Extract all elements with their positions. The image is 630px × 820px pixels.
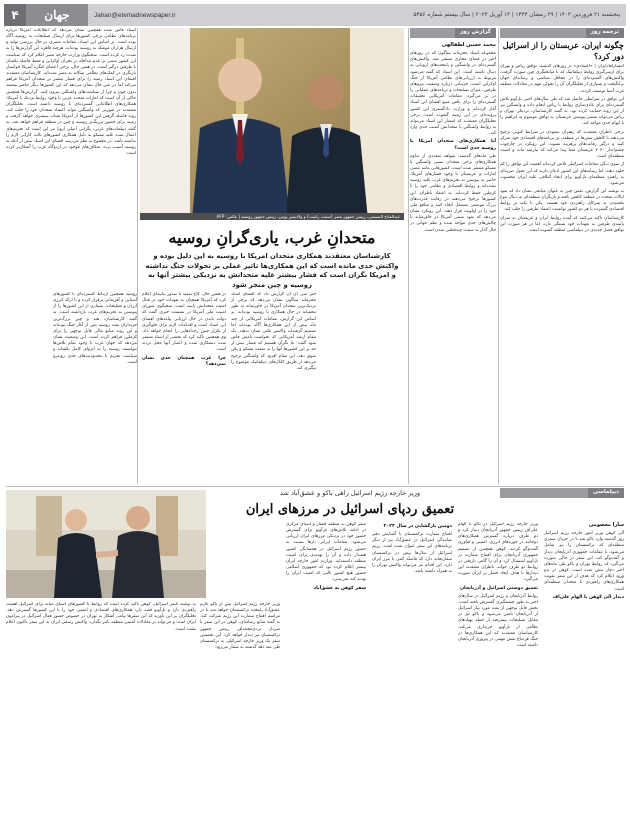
second-story-column-2 [458,522,538,814]
second-story-column-3 [372,522,452,814]
report-column-body [410,42,496,482]
main-lead: کارشناسان معتقدند همکاری متحدان امریکا با روسیه به این دلیل بوده و واکنش جدی مانده است که این همکاری‌ها تاثیر عملی بر تحولات جنگ نداشته و امریکا نگران است که فشار بیشتر علیه متحدانش به نزدیکی بیشتر آنها به روسیه و چین منجر شود [145,252,399,289]
right-column-tag: ترجمه روز [586,28,624,38]
section-divider [6,486,624,487]
putin-sisi-photo [140,28,404,220]
column-divider [408,28,409,484]
column-divider [137,28,138,484]
second-story-column-4 [286,522,366,814]
right-paragraph: برخی ناظران معتقدند که رهبران سعودی در شرایط کنونی ترجیح می‌دهند با کاهش تنش‌ها در منطقه، بر برنامه‌های اقتصادی خود تمرکز کنند و درگیر رقابت‌های پرهزینه نشوند. این رویکرد در چارچوب چشم‌انداز ۲۰۳۰ عربستان معنا پیدا می‌کند که نیازمند ثبات و امنیت منطقه‌ای است. [500,129,624,160]
report-column-tag-bar [410,28,496,38]
second-story-column-1 [544,522,624,814]
main-photo-caption: عبدالفتاح السیسی، رییس جمهور مصر (سمت راست) و ولادیمیر پوتین، رییس جمهور روسیه | عکس: AFP [140,213,404,220]
second-paragraph: الی کوهن وزیر امور خارجه رژیم اسرائیل روز گذشته وارد باکو شد تا در جریان سفری منطقه‌ای که ترکمنستان را نیز شامل می‌شود، با مقامات جمهوری آذربایجان دیدار و گفت‌وگو کند. این سفر در حالی صورت می‌گیرد که روابط تهران و باکو طی ماه‌های اخیر دچار تنش شده است. کوهن در بدو ورود اعلام کرد که هدف از این سفر تقویت همکاری‌های راهبردی با متحدان منطقه‌ای است. [544,531,624,592]
header-issue-meta: پنجشنبه ۲۱ فروردین ۱۴۰۲ | ۲۹ رمضان ۱۴۴۴ | ۱۳ آوریل ۲۰۲۳ | سال بیستم شماره ۵۴۵۶ [413,12,620,18]
main-story-column-2 [142,292,226,482]
header-info-bar [88,4,626,26]
main-story-column-3 [53,292,137,482]
second-paragraph: روابط آذربایجان و رژیم اسرائیل در سال‌های اخیر به طور چشمگیری گسترش یافته است. بخش قابل توجهی از نفت مورد نیاز اسرائیل از آذربایجان تامین می‌شود و باکو نیز در مقابل تسلیحات پیشرفته از جمله پهپادهای نظامی از تل‌آویو خریداری می‌کند. کارشناسان معتقدند که این همکاری‌ها در جنگ قره‌باغ نقش مهمی در پیروزی آذربایجان داشته است. [458,593,538,648]
handshake-photo [6,490,206,598]
second-story-column-6 [6,602,196,814]
page-header [4,4,626,26]
header-email[interactable]: Jahan@etemadnewspaper.ir [94,11,176,19]
report-byline: محمد حسین لطفالهی [441,42,496,48]
second-story-tag: دیپلماسی [588,488,624,498]
second-story-byline: سارا معصومی [588,522,624,528]
report-paragraph: مجموعه اسناد محرمانه پنتاگون که در روزهای اخیر در فضای مجازی منتشر شد، واکنش‌های گسترده‌ای در واشنگتن و پایتخت‌های اروپایی به دنبال داشته است. این اسناد که گفته می‌شود مربوط به ارزیابی‌های نظامی آمریکا از جنگ اوکراین است، جزییاتی درباره وضعیت نیروهای طرفین، میزان تسلیحات و برنامه‌های عملیاتی را در بر می‌گیرد. مقامات آمریکایی تحقیقات گسترده‌ای را برای یافتن منبع افشای این اسناد آغاز کرده‌اند و وزارت دادگستری این کشور پرونده‌ای در این زمینه گشوده است. برخی تحلیلگران معتقدند که انتشار این اسناد می‌تواند به روابط واشنگتن با متحدانش آسیب جدی وارد کند. [410,51,496,137]
right-column-body [500,64,624,484]
right-paragraph: به نوشته این گزارش، نقش چین به عنوان میانجی نشان داد که نفوذ ایالات متحده در منطقه کاهش یافته و بازیگران منطقه‌ای به دنبال تنوع بخشیدن به شرکای راهبردی خود هستند. پکن با تکیه بر روابط اقتصادی گسترده با هر دو کشور توانست اعتماد طرفین را جلب کند. [500,188,624,213]
second-subheading: دومین بازگشایی در سال ۲۰۲۳ [383,524,452,529]
second-story-tag-bar [500,488,624,498]
main-story-column-1 [231,292,316,482]
report-column-tag: گزارش روز [455,28,496,38]
second-paragraph: افتتاح سفارت ترکمنستان یا گشایش دفتر نمایندگی اسرائیل در عشق‌آباد نیز از دیگر برنامه‌های این سفر عنوان شده است. رژیم اسرائیل از سال‌ها پیش در ترکمنستان سفارتخانه دارد که فاصله کمی با مرز ایران دارد. این اقدام نیز می‌تواند واکنش تهران را به همراه داشته باشد. [372,532,452,575]
right-paragraph: از سوی دیگر، مقامات اسرائیلی تلاش کرده‌اند اهمیت این توافق را کم جلوه دهند، اما رسانه‌های این کشور اذعان دارند که این تحول ضربه‌ای به راهبرد منطقه‌ای تل‌آویو برای ایجاد ائتلافی علیه ایران محسوب می‌شود. [500,162,624,186]
main-paragraph: روسیه همچنین ارتباط گسترده‌ای با کشورهای آسیایی و آفریقایی برقرار کرده و با ارائه انرژی ارزان و تسلیحات، بسیاری از این کشورها را از پیوستن به تحریم‌های غرب بازداشته است. به گفته کارشناسان، هند و چین بزرگ‌ترین خریداران نفت روسیه پس از آغاز جنگ بوده‌اند و این روند منابع مالی قابل توجهی را برای کرملین فراهم کرده است. این وضعیت نشان می‌دهد که جهان غرب با وجود تمام تلاش‌ها نتوانسته روسیه را به انزوای کامل بکشاند و سیاست تحریم با محدودیت‌های جدی روبه‌رو است. [53,292,137,365]
report-subheading: آیا همکاری‌های متحدان آمریکا با روسیه جدی است؟ [410,139,496,151]
column-divider [498,28,499,484]
report-paragraph: طی ماه‌های گذشته، شواهد متعددی از تداوم همکاری‌های برخی متحدان سنتی واشنگتن با مسکو منتشر شده است. کشورهایی مانند مصر، امارات و عربستان با وجود فشارهای آمریکا، حاضر به پیوستن به تحریم‌های غرب علیه روسیه نشده‌اند و روابط اقتصادی و نظامی خود را با کرملین حفظ کرده‌اند. به اعتقاد ناظران، این کشورها ترجیح می‌دهند در رقابت قدرت‌های بزرگ موضعی مستقل اتخاذ کنند و منافع ملی خود را در اولویت قرار دهند. این رویکرد نشان می‌دهد که نفوذ سنتی آمریکا در خاورمیانه با چالش‌های جدی مواجه شده و نظم جهانی در حال گذار به سمت چندقطبی شدن است. [410,153,496,233]
second-paragraph: سفر کوهن به منطقه قفقاز و آسیای مرکزی در ادامه تلاش‌های تل‌آویو برای گسترش حضور خود در نزدیکی مرزهای ایران ارزیابی می‌شود. مقامات ایرانی بارها نسبت به حضور رژیم اسرائیل در همسایگی کشور هشدار داده و آن را تهدیدی برای امنیت منطقه دانسته‌اند. وزارت امور خارجه ایران پیشتر اعلام کرده بود که جمهوری اسلامی حضور هیچ کشور ثالثی که امنیت ایران را تهدید کند نمی‌پذیرد. [286,522,366,583]
second-paragraph: وزیر خارجه رژیم اسرائیل در باکو با الهام علی‌اف رییس جمهور آذربایجان دیدار کرد و دو طرف درباره گسترش همکاری‌های دوجانبه در حوزه‌های انرژی، امنیتی و فناوری گفت‌وگو کردند. کوهن همچنین از تصمیم جمهوری آذربایجان برای افتتاح سفارت در تل‌آویو استقبال کرد و آن را گامی تاریخی در روابط دو طرف خواند. ناظران معتقدند این دیدارها با هدف ایجاد فشار بر ایران صورت می‌گیرد. [458,522,538,583]
right-paragraph: کارشناسان تاکید می‌کنند که آینده روابط ایران و عربستان به میزان پایبندی طرفین به تعهدات خود بستگی دارد، اما در هر صورت این توافق فصل جدیدی در دیپلماسی منطقه گشوده است. [500,215,624,233]
main-subheading: چرا غرب همچنان جدی نشان نمی‌دهد؟ [142,355,226,367]
right-column-title: چگونه ایران، عربستان را از اسرائیل دور کرد؟ [502,40,624,61]
second-story-headline: تعمیق ردپای اسرائیل در مرزهای ایران [245,502,455,517]
second-subheading: دیدار الی کوهن با الهام علی‌اف [552,594,624,600]
main-paragraph: در همین حال، کاخ سفید با صدور بیانیه‌ای اعلام کرد که آمریکا همچنان به تعهدات خود در قبال امنیت متحدانش پایبند است. سخنگوی شورای امنیت ملی آمریکا در نشست خبری گفت که دولت بایدن در حال ارزیابی پیامدهای افشای این اسناد است و اقدامات لازم برای جلوگیری از تکرار چنین رخدادهایی را انجام خواهد داد. وی همچنین تاکید کرد که بخشی از اسناد منتشر شده دستکاری شده و اعتبار آنها محل تردید است. [142,292,226,353]
second-subheading: سفر کوهن به عشق‌آباد [313,585,366,591]
page-number: ۴ [4,4,26,26]
second-paragraph: به نوشته تایمز اسرائیل، کوهن تاکید کرده است که روابط با کشورهای آسیای میانه برای اسرائیل اهمیت راهبردی دارد و تل‌آویو قصد دارد همکاری‌های اقتصادی و امنیتی خود را با این کشورها گسترش دهد. تحلیلگران بر این باورند که این سفرها پیامی آشکار به تهران در خصوص حضور فعال اسرائیل در پیرامون ایران است و می‌تواند بر معادلات امنیتی منطقه تاثیر بگذارد. واکنش رسمی ایران به این سفر تاکنون اعلام نشده است. [6,602,196,632]
second-paragraph: وزیر خارجه رژیم اسرائیل پس از باکو عازم عشق‌آباد پایتخت ترکمنستان خواهد شد تا در مراسم افتتاح سفارت این رژیم شرکت کند. به گفته منابع رسانه‌ای، کوهن در این سفر با سردار بردی‌محمداف رییس جمهور ترکمنستان نیز دیدار خواهد کرد. این نخستین سفر یک وزیر خارجه اسرائیلی به ترکمنستان طی سه دهه گذشته به شمار می‌رود. [200,602,280,651]
main-headline: متحدانِ غرب، یاری‌گرانِ روسیه [168,228,376,247]
main-paragraph: خبر سی ان ان گزارش داد که افشای اسناد محرمانه پنتاگون نشان می‌دهد که برخی از نزدیک‌ترین متحدان آمریکا در خاورمیانه به طور مخفیانه در حال همکاری با روسیه بوده‌اند. بر اساس این گزارش، مقامات آمریکایی از چند ماه پیش از این همکاری‌ها آگاه بوده‌اند اما تصمیم گرفته‌اند واکنش علنی نشان ندهند. یک مقام ارشد آمریکایی که نخواست نامش فاش شود گفت: ما نگران هستیم که فشار بیش از حد بر این کشورها آنها را به سمت مسکو و پکن سوق دهد. این مقام افزود که واشنگتن ترجیح می‌دهد از طریق کانال‌های دیپلماتیک موضوع را پیگیری کند. [231,292,316,371]
right-paragraph: این توافق در شرایطی حاصل شد که طی سال‌های اخیر، تل‌آویو تلاش گسترده‌ای برای عادی‌سازی روابط با ریاض انجام داده و واشنگتن نیز از این روند حمایت کرده بود. به گفته کارشناسان، نزدیکی تهران و ریاض می‌تواند مسیر پیوستن عربستان به توافق موسوم به ابراهیم را با ابهام جدی مواجه کند. [500,96,624,127]
main-story-photo [140,28,404,220]
second-story-column-5 [200,602,280,814]
right-column-tag-bar [500,28,624,38]
second-story-kicker: وزیر خارجه رژیم اسرائیل راهی باکو و عشق‌آباد شد [279,489,421,497]
second-subheading: تعمیق دوستی اسرائیل و آذربایجان [460,585,538,591]
left-paragraph: اسناد فاش شده همچنین نشان می‌دهد که اطلاعات آمریکا درباره برنامه‌های نظامی برخی کشورها برای ارسال تسلیحات به روسیه آگاه بوده است. بر اساس این اسناد، مقامات مصری در حال بررسی تولید و ارسال هزاران موشک به روسیه بوده‌اند، هرچند قاهره این گزارش‌ها را به شدت رد کرده است. سخنگوی وزارت خارجه مصر اعلام کرد که سیاست این کشور مبتنی بر عدم مداخله در بحران اوکراین و حفظ فاصله یکسان با طرفین درگیر است. در همین حال، برخی اعضای کنگره آمریکا خواستار بازنگری در کمک‌های نظامی سالانه به مصر شده‌اند. کارشناسان معتقدند افشای این اسناد زمینه را برای فشار بیشتر بر متحدان آمریکا فراهم می‌کند اما در عین حال نشان می‌دهد که این کشورها دیگر حاضر نیستند بدون چون و چرا از سیاست‌های واشنگتن پیروی کنند. گزارش‌ها همچنین حاکی از آن است که امارات متحده عربی با وجود روابط نزدیک با آمریکا، همکاری‌های اطلاعاتی گسترده‌ای با روسیه داشته است. تحلیلگران معتقدند در صورتی که واشنگتن نتواند اعتماد متحدان خود را جلب کند، روند فاصله گرفتن این کشورها از آمریکا شتاب بیشتری خواهد گرفت و زمینه برای حضور پررنگ‌تر روسیه و چین در منطقه فراهم خواهد شد. به گفته دیپلمات‌های غربی، نگرانی اصلی اروپا نیز این است که تحریم‌های اعمال شده علیه مسکو به دلیل همکاری کشورهای ثالث کارایی لازم را نداشته باشد. در مجموع به نظر می‌رسد افشای این اسناد بیش از آنکه به روسیه آسیب بزند، شکاف‌های موجود در اردوگاه غرب را آشکارتر کرده است. [6,28,136,157]
section-title: جهان [26,4,88,26]
right-paragraph: انتشارآفادایران | «اعتمادی» در روزهای گذشته، توافق ریاض و تهران برای ازسرگیری روابط دیپلماتیک که با میانجیگری چین صورت گرفت، واکنش‌های گسترده‌ای را در محافل سیاسی و رسانه‌ای جهان برانگیخت و بسیاری از تحلیلگران آن را تحولی مهم در معادلات منطقه غرب آسیا توصیف کردند. [500,64,624,94]
second-story-photo [6,490,206,598]
